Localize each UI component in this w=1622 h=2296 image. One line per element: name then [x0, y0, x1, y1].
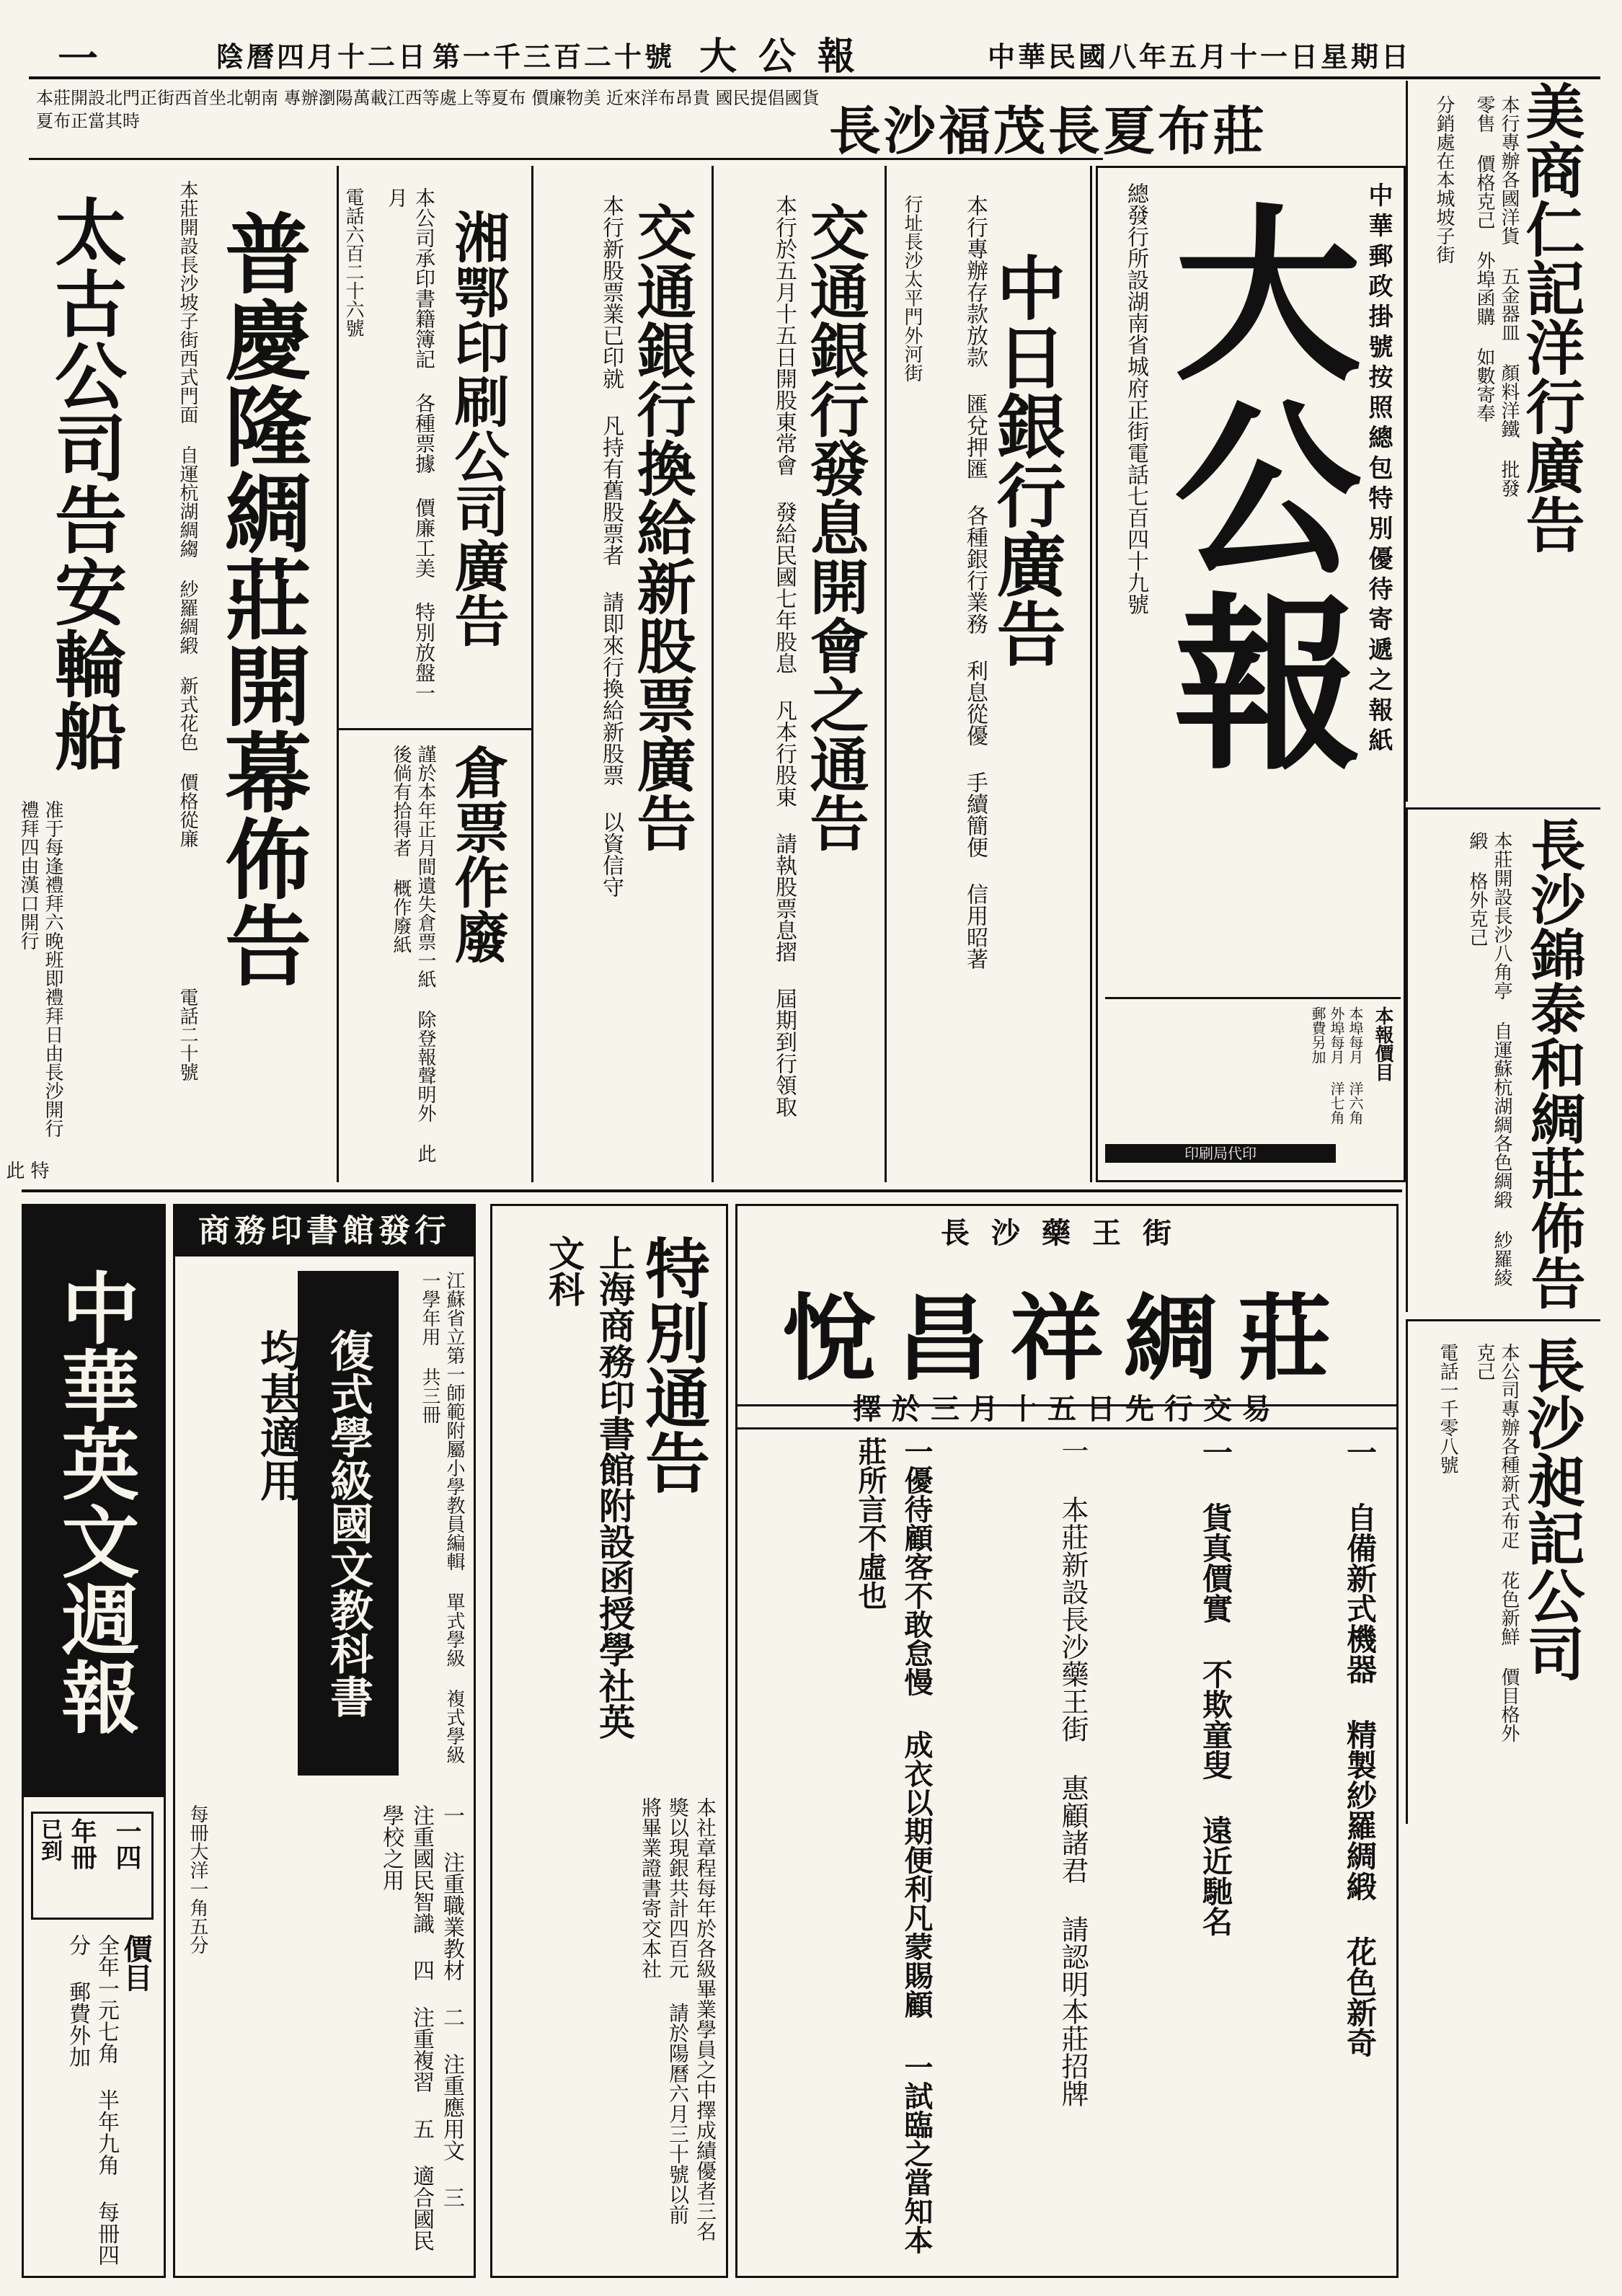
cangpiao-body: 謹於本年正月間遺失倉票一紙 除登報聲明外 此後倘有拾得者 概作廢紙: [390, 745, 436, 1163]
zhongri-addr: 行址長沙太平門外河街: [901, 195, 923, 382]
yuechang-date: 擇於三月十五日先行交易: [737, 1386, 1396, 1430]
special-title: 特別通告: [634, 1235, 710, 1494]
weekly-prices: 全年一元七角 半年九角 每冊四分 郵費外加: [65, 1934, 119, 2266]
heji-phone: 電話一千零八號: [1437, 1343, 1458, 1474]
ewei-title: 湘鄂印刷公司廣告: [446, 209, 510, 647]
changsha-body: 本莊開設長沙八角亭 自運蘇杭湖綢各色綢緞 紗羅綾緞 格外克己: [1466, 831, 1512, 1287]
taigu-body: 准于每逢禮拜六晚班即禮拜日由長沙開行 禮拜四由漢口開行: [17, 800, 63, 1138]
nameplate-title: 大公報: [1143, 197, 1362, 781]
nameplate: [1096, 166, 1406, 1182]
ewei-phone: 電話六百二十六號: [342, 187, 364, 337]
meiren-ad: [1406, 81, 1600, 802]
jiaotong-stock-body: 本行新股票業已印就 凡持有舊股票者 請即來行換給新股票 以資信守: [598, 195, 624, 897]
weekly-ad: [22, 1204, 166, 2278]
puqinglong-body: 本莊開設長沙坡子街西式門面 自運杭湖綢縐 紗羅綢緞 新式花色 價格從廉: [177, 180, 198, 848]
yuechang-body2: 一 貨真價實 不欺童叟 遠近馳名: [1198, 1437, 1233, 1936]
price-header: 本報價目: [1372, 1006, 1393, 1081]
header-ad-title: 長沙福茂長夏布莊: [829, 100, 1268, 161]
postal-note: 中華郵政掛號按照總包特別優待寄遞之報紙: [1364, 182, 1393, 758]
issue-number: 第一千三百二十號: [433, 40, 675, 73]
cp-header: 商務印書館發行: [175, 1206, 474, 1256]
ewei-ad: [339, 166, 533, 728]
section-divider: [22, 1189, 1402, 1192]
sheet-label: 一: [58, 35, 101, 83]
jiaotong-div-title: 交通銀行發息開會之通告: [800, 202, 869, 852]
paper-name-strip: 大公報: [699, 35, 877, 79]
heji-title: 長沙昶記公司: [1517, 1336, 1585, 1682]
masthead-strip: [29, 14, 1600, 83]
taigu-ad: [3, 166, 144, 1182]
commercial-press-ad: [173, 1204, 476, 2278]
header-ad: [29, 81, 1268, 161]
yuechang-body3: 一 本莊新設長沙藥王街 惠顧諸君 請認明本莊招牌: [1057, 1437, 1089, 2107]
meiren-body: 本行專辦各國洋貨 五金器皿 顏料洋鐵 批發零售 價格克己 外埠函購 如數寄奉: [1473, 95, 1520, 497]
cangpiao-title: 倉票作廢: [446, 745, 510, 964]
special-body: 本社章程每年於各級畢業學員之中擇成績優者三名 獎以現銀共計四百元 請於陽曆六月三十號以前 將畢業證書寄交本社: [639, 1797, 717, 2241]
jiaotong-div-ad: [714, 166, 887, 1182]
weekly-price-header: 價目: [119, 1934, 153, 1992]
yuechang-title: 悅昌祥綢莊: [737, 1264, 1396, 1406]
yuechang-body1: 一 自備新式機器 精製紗羅綢緞 花色新奇: [1342, 1437, 1378, 2057]
cp-slogan: 復式學級國文教科書: [298, 1271, 399, 1776]
special-subtitle: 上海商務印書館附設函授學社英文科: [543, 1235, 636, 1739]
nameplate-office: 總發行所設湖南省城府正街電話七百四十九號: [1123, 182, 1148, 615]
yuechang-address: 長沙藥王街: [941, 1216, 1193, 1250]
yuechang-footer: 一優待顧客不敢怠慢 成衣以期便利凡蒙賜顧 一試臨之當知本莊所言不虛也: [854, 1437, 934, 2254]
cp-body: 江蘇省立第一師範附屬小學教員編輯 單式學級 複式學級 一學年用 共三冊: [419, 1271, 465, 1764]
ewei-body: 本公司承印書籍簿記 各種票據 價廉工美 特別放盤一月: [385, 187, 436, 703]
puqinglong-title: 普慶隆綢莊開幕佈告: [210, 209, 312, 988]
price-table: 本埠每月 洋六角 外埠每月 洋七角 郵費另加: [1309, 1006, 1364, 1125]
cp-price: 每冊大洋一角五分: [187, 1804, 208, 1954]
print-note: 印刷局代印: [1105, 1144, 1336, 1163]
puqinglong-phone: 電話二十號: [177, 988, 198, 1081]
date-strip: 中華民國八年五月十一日星期日: [988, 40, 1412, 73]
heji-body: 本公司專辦各種新式布疋 花色新鮮 價目格外克己: [1473, 1343, 1520, 1742]
changsha-title: 長沙錦泰和綢莊佈告: [1522, 817, 1586, 1310]
special-notice-ad: [490, 1204, 728, 2278]
zhongri-body: 本行專辦存款放款 匯兌押匯 各種銀行業務 利息從優 手續簡便 信用昭著: [962, 195, 988, 970]
taigu-title: 太古公司告安輪船: [43, 195, 128, 771]
weekly-box1: [31, 1812, 154, 1920]
meiren-title: 美商仁記洋行廣告: [1516, 81, 1585, 554]
changsha-ad: [1406, 807, 1600, 1312]
weekly-box2-label: 已到: [37, 1818, 62, 1861]
cangpiao-ad: [339, 728, 533, 1182]
weekly-title: 中華英文週報: [24, 1206, 164, 1797]
jiaotong-stock-ad: [533, 166, 714, 1182]
meiren-addr: 分銷處在本城坡子街: [1433, 95, 1455, 264]
header-ad-body: 本莊開設北門正街西首坐北朝南 專辦瀏陽萬載江西等處上等夏布 價廉物美 近來洋布昂貴 國民提倡國貨 夏布正當其時: [36, 88, 820, 131]
lunar-date: 陰曆四月十二日: [216, 40, 429, 73]
yuechang-ad: [735, 1204, 1399, 2278]
weekly-box1-value: 年冊: [67, 1818, 97, 1870]
cp-list: 一 注重職業教材 二 注重應用文 三 注重國民智識 四 注重複習 五 適合國民學校之用: [378, 1804, 464, 2251]
cp-title: 均甚適用: [253, 1329, 303, 1502]
heji-ad: [1406, 1319, 1600, 1824]
jiaotong-stock-title: 交通銀行換給新股票廣告: [627, 202, 696, 852]
zhongri-ad: [887, 166, 1092, 1182]
price-block: [1105, 997, 1401, 1163]
zhongri-title: 中日銀行廣告: [985, 252, 1067, 668]
taigu-sign: 特此: [3, 1161, 49, 1179]
jiaotong-div-body: 本行於五月十五日開股東常會 發給民國七年股息 凡本行股東 請執股票息摺 屆期到行領取: [771, 195, 797, 1117]
weekly-box1-label: 一四: [112, 1818, 142, 1870]
puqinglong-ad: [144, 166, 339, 1182]
